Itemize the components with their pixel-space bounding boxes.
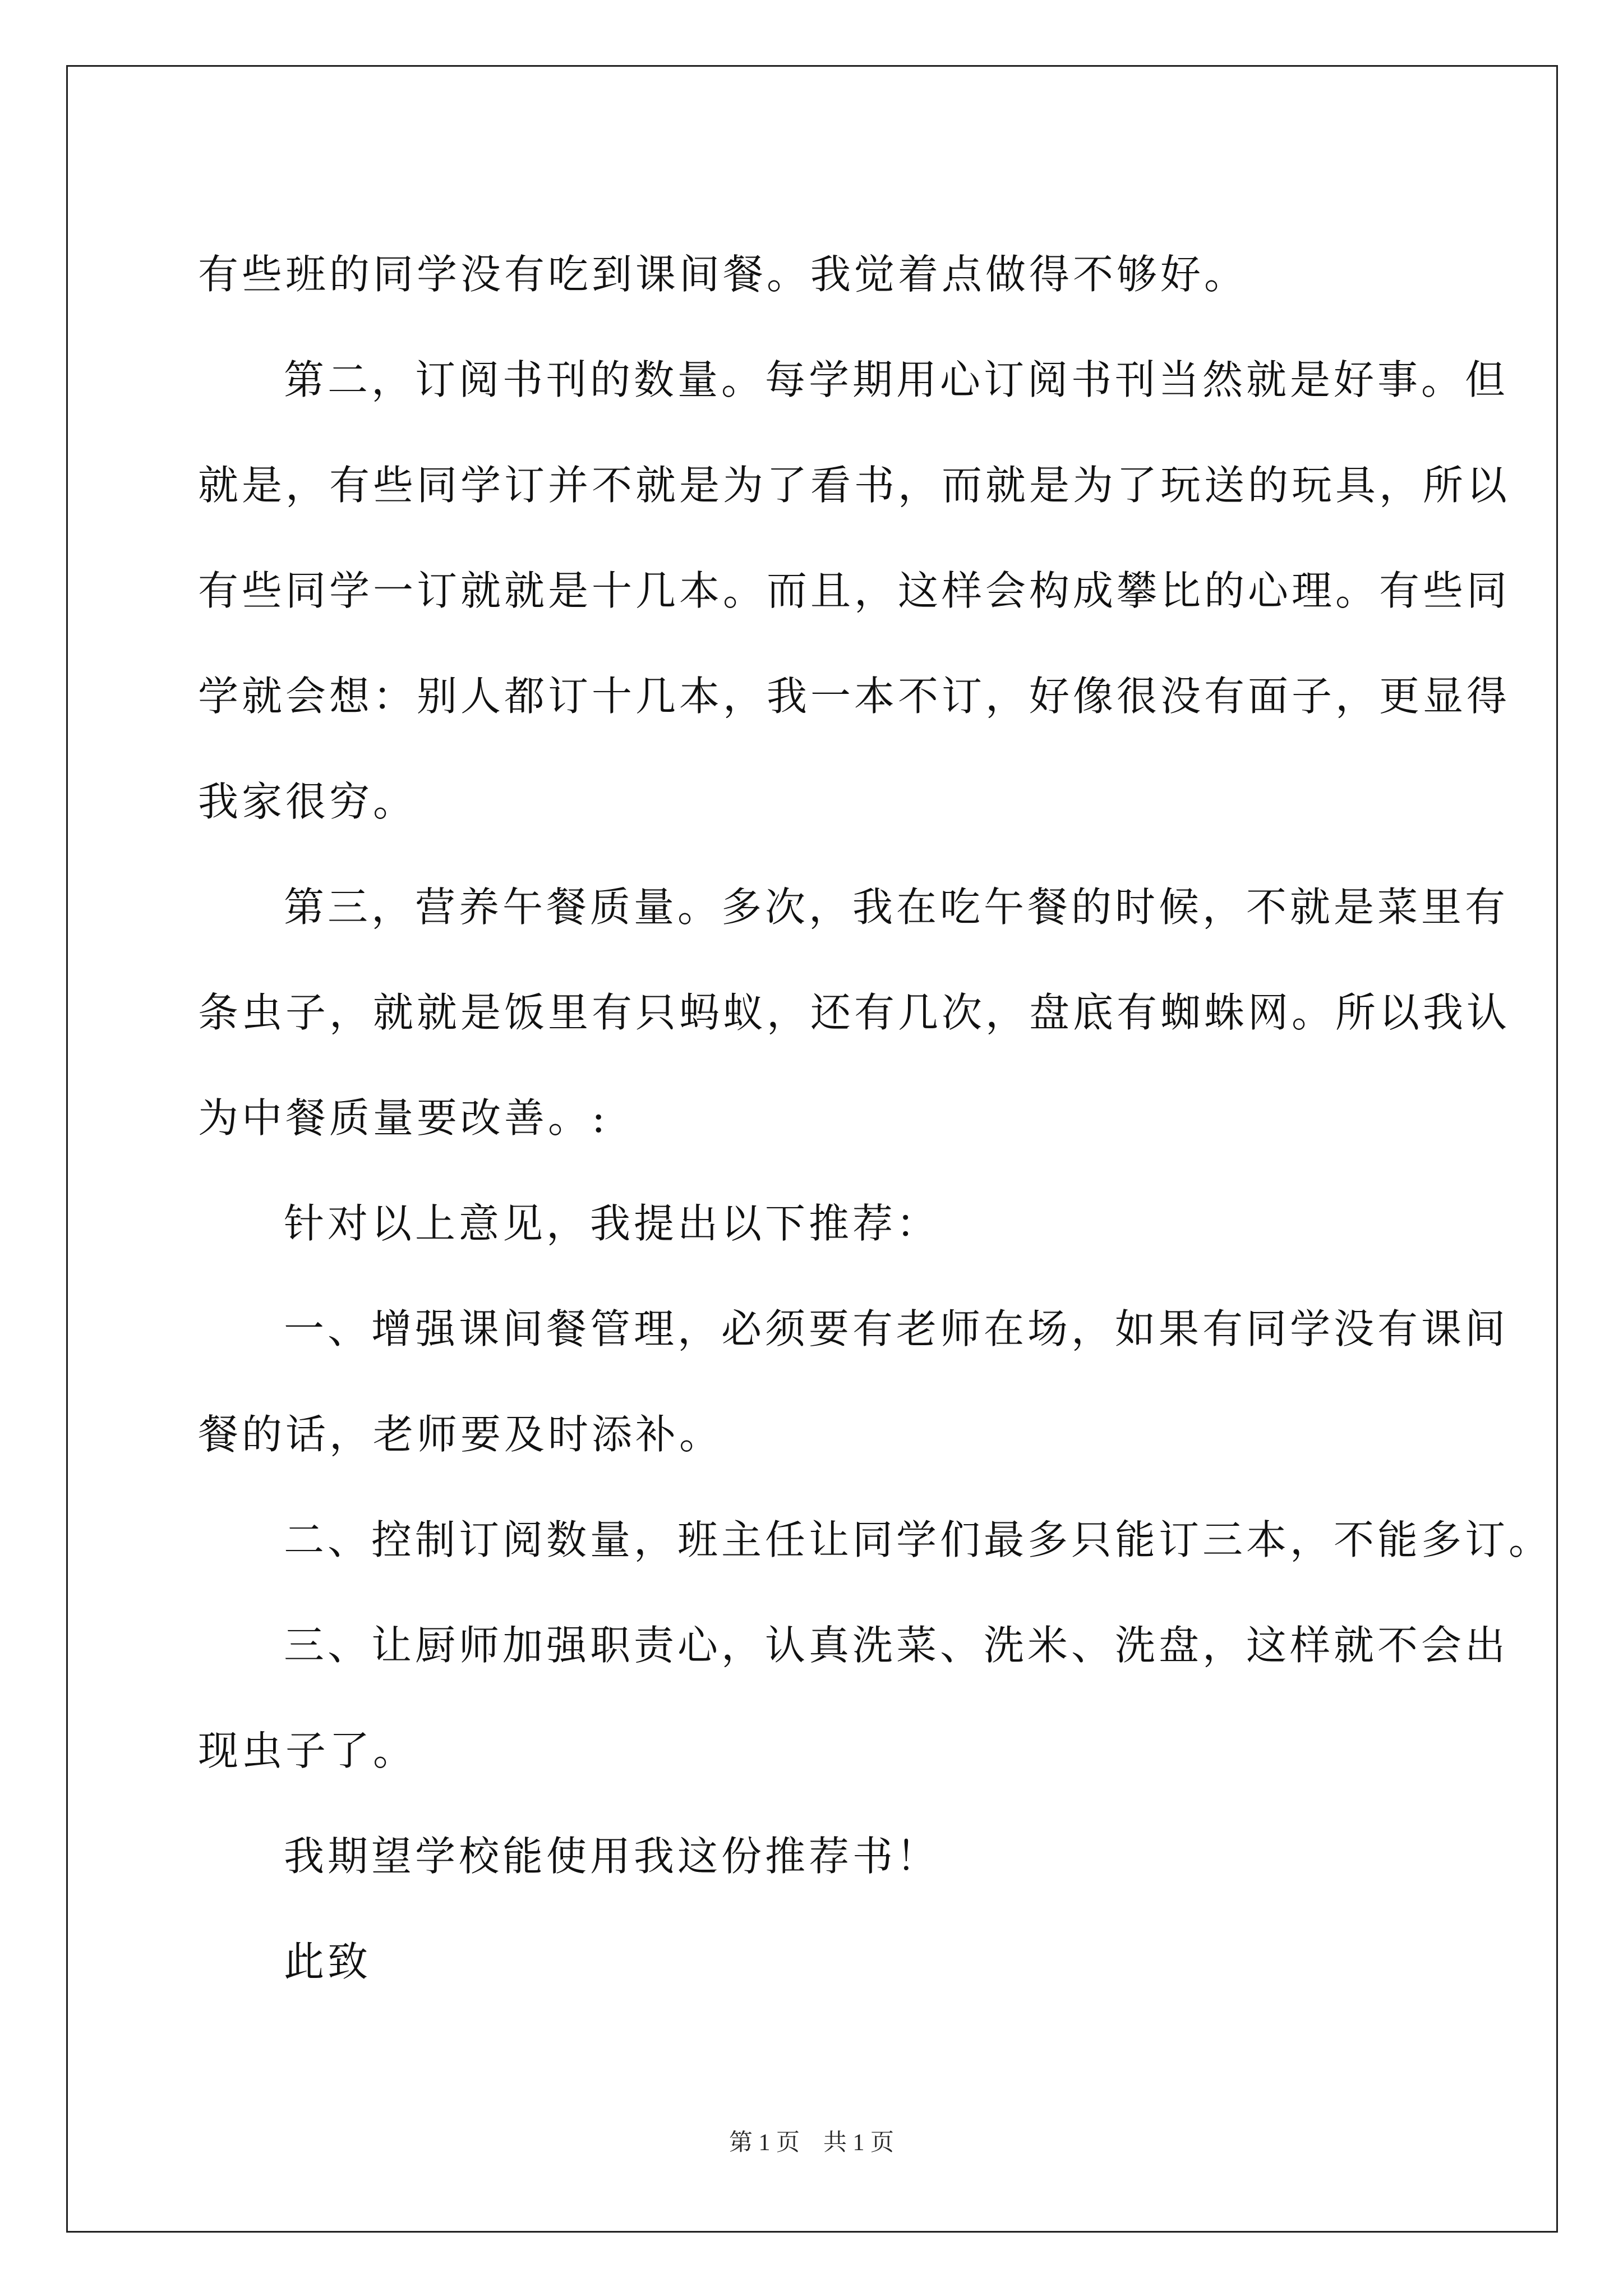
text-line: 第二，订阅书刊的数量。每学期用心订阅书刊当然就是好事。但 <box>284 356 1509 403</box>
text-line: 我期望学校能使用我这份推荐书！ <box>284 1833 940 1880</box>
text-line: 二、控制订阅数量，班主任让同学们最多只能订三本，不能多订。 <box>284 1516 1553 1563</box>
text-line: 有些同学一订就就是十几本。而且，这样会构成攀比的心理。有些同 <box>198 567 1511 614</box>
text-line: 餐的话，老师要及时添补。 <box>198 1411 723 1458</box>
text-line: 现虫子了。 <box>198 1727 417 1774</box>
text-line: 我家很穷。 <box>198 778 417 825</box>
text-line: 此致 <box>284 1938 372 1985</box>
document-body <box>198 222 1553 2014</box>
page-number-footer: 第 1 页 共 1 页 <box>728 2130 894 2156</box>
text-line: 条虫子，就就是饭里有只蚂蚁，还有几次，盘底有蜘蛛网。所以我认 <box>198 989 1511 1036</box>
text-line: 就是，有些同学订并不就是为了看书，而就是为了玩送的玩具，所以 <box>198 462 1511 509</box>
text-line: 一、增强课间餐管理，必须要有老师在场，如果有同学没有课间 <box>284 1305 1509 1352</box>
text-line: 为中餐质量要改善。: <box>198 1094 609 1142</box>
text-line: 第三，营养午餐质量。多次，我在吃午餐的时候，不就是菜里有 <box>284 884 1509 931</box>
text-line: 有些班的同学没有吃到课间餐。我觉着点做得不够好。 <box>198 251 1248 298</box>
text-line: 三、让厨师加强职责心，认真洗菜、洗米、洗盘，这样就不会出 <box>284 1622 1509 1669</box>
text-line: 学就会想：别人都订十几本，我一本不订，好像很没有面子，更显得 <box>198 673 1511 720</box>
text-line: 针对以上意见，我提出以下推荐： <box>284 1200 940 1247</box>
